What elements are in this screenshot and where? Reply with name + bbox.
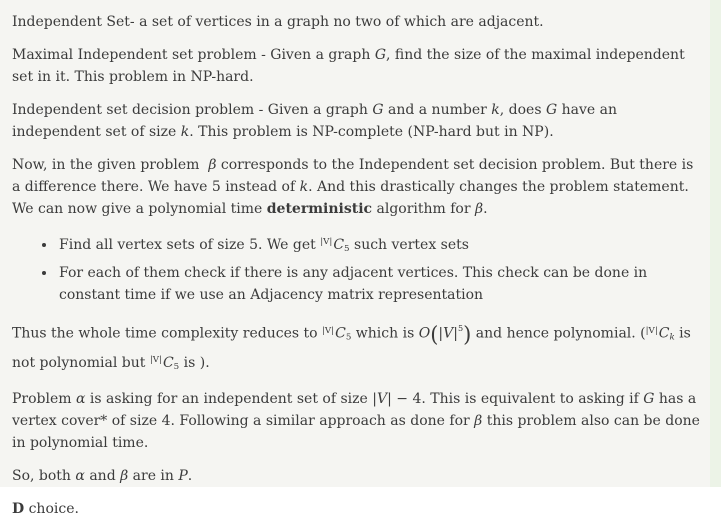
math-token: G	[545, 102, 558, 118]
text-run: corresponds to the Independent set decision problem. But there is a difference there. We have 5 instead of	[12, 157, 694, 195]
exponent: 5	[457, 322, 464, 333]
text-run: is not polynomial but	[12, 325, 691, 371]
text-run: Problem	[12, 391, 76, 408]
text-run: is asking for an independent set of size	[85, 391, 373, 408]
text-run: .	[483, 201, 488, 217]
subscript: 5	[173, 361, 180, 372]
text-run: . This problem is NP-complete (NP-hard but in NP).	[189, 124, 554, 140]
math-token: β	[474, 413, 483, 430]
text-run: this problem also can be done in polynomial time.	[12, 413, 700, 452]
bold-text: D	[12, 501, 25, 518]
text-run: algorithm for	[372, 201, 476, 217]
text-run: and hence polynomial. (	[471, 325, 646, 342]
text-run: which is	[351, 325, 419, 342]
text-run: , does	[499, 102, 546, 118]
text-run: Now, in the given problem	[12, 157, 209, 173]
text-run: and	[84, 468, 121, 485]
paragraph	[12, 154, 704, 220]
subscript: 5	[345, 332, 352, 343]
math-token: C	[335, 325, 346, 342]
math-token: O	[418, 325, 431, 342]
text-run: are in	[128, 468, 179, 485]
subscript: k	[669, 332, 675, 343]
math-token: C	[658, 325, 670, 342]
superscript: |V|	[149, 354, 162, 365]
text-run: . And this drastically changes the problem statement. We can now give a polynomial time	[12, 179, 689, 217]
text-run: is ).	[179, 354, 210, 371]
math-token: V	[376, 391, 388, 408]
text-run: Thus the whole time complexity reduces to	[12, 325, 322, 342]
text-run: |	[372, 391, 377, 408]
text-run: and a number	[383, 102, 492, 118]
math-token: P	[178, 468, 188, 485]
text-run: Independent set decision problem - Given a graph	[12, 102, 373, 118]
text-run: , find the size of the maximal independent set in it. This problem in NP-hard.	[12, 47, 685, 85]
math-token: C	[333, 236, 345, 253]
text-run: such vertex sets	[349, 236, 469, 253]
text-run: Find all vertex sets of size 5. We get	[59, 236, 321, 253]
paragraph	[12, 99, 704, 143]
big-paren: (	[430, 322, 439, 347]
paragraph	[12, 465, 704, 487]
text-run: Maximal Independent set problem - Given a graph	[12, 47, 375, 63]
bold-text: deterministic	[266, 201, 373, 217]
math-token: G	[643, 391, 655, 408]
bullet-list	[12, 231, 704, 306]
math-token: k	[491, 102, 500, 118]
math-token: β	[120, 468, 129, 485]
subscript: 5	[344, 243, 350, 254]
text-run: .	[187, 468, 193, 485]
math-token: k	[299, 179, 309, 195]
text-run: . This is equivalent to asking if	[421, 391, 644, 408]
list-item	[57, 262, 704, 306]
text-run: |	[438, 325, 444, 342]
math-token: V	[443, 325, 454, 342]
text-run: For each of them check if there is any adjacent vertices. This check can be done in constant time if we use an Adjacency matrix representation	[59, 264, 648, 303]
text-run: Independent Set- a set of vertices in a graph no two of which are adjacent.	[12, 14, 544, 30]
math-token: C	[162, 354, 174, 371]
accepted-answer-edge	[710, 0, 721, 487]
text-run: | − 4	[387, 391, 422, 408]
list-item	[57, 231, 704, 260]
big-paren: )	[463, 322, 472, 347]
superscript: |V|	[322, 325, 335, 336]
superscript: |V|	[320, 237, 333, 247]
math-token: α	[75, 468, 85, 485]
answer-body	[12, 11, 704, 531]
paragraph	[12, 317, 704, 378]
math-token: β	[475, 201, 484, 217]
superscript: |V|	[645, 325, 658, 336]
math-token: G	[374, 47, 386, 63]
math-token: α	[76, 391, 86, 408]
paragraph	[12, 44, 704, 88]
math-token: k	[180, 124, 190, 140]
paragraph	[12, 388, 704, 454]
text-run: choice.	[24, 501, 79, 518]
text-run: has a vertex cover* of size 4. Following a similar approach as done for	[12, 391, 697, 430]
paragraph	[12, 498, 704, 520]
text-run: |	[453, 325, 458, 342]
math-token: β	[208, 157, 217, 173]
text-run: So, both	[12, 468, 76, 485]
math-token: G	[372, 102, 384, 118]
text-run: have an independent set of size	[12, 102, 617, 140]
paragraph	[12, 11, 704, 33]
